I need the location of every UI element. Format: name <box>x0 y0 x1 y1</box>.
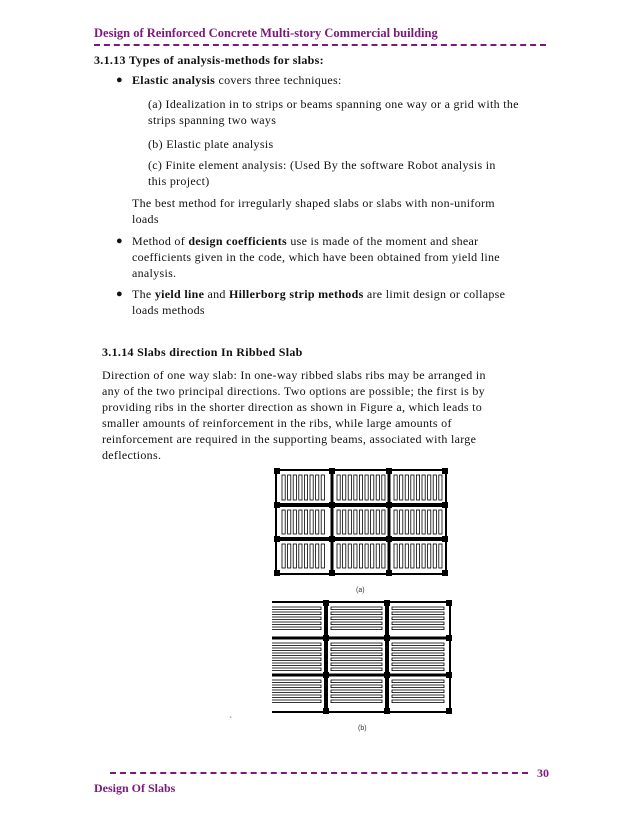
rib <box>428 544 431 568</box>
term-design-coefficients: design coefficients <box>188 234 288 248</box>
rib <box>428 475 431 500</box>
stray-mark: ` <box>229 716 233 727</box>
rib <box>392 663 444 666</box>
rib <box>433 544 436 568</box>
rib <box>331 648 382 651</box>
rib <box>337 510 340 534</box>
rib <box>288 510 291 534</box>
rib <box>392 617 444 620</box>
rib <box>331 643 382 646</box>
rib <box>394 544 397 568</box>
rib <box>392 653 444 656</box>
rib <box>371 544 374 568</box>
footer-title: Design Of Slabs <box>94 781 176 795</box>
technique-b: (b) Elastic plate analysis <box>148 137 274 151</box>
rib <box>304 475 307 500</box>
rib <box>282 475 285 500</box>
bullet-text: and <box>204 287 230 301</box>
rib <box>272 607 321 610</box>
rib <box>354 544 357 568</box>
rib <box>416 510 419 534</box>
rib <box>400 544 403 568</box>
rib <box>400 475 403 500</box>
rib <box>331 685 382 688</box>
term-hillerborg-strip: Hillerborg strip methods <box>229 287 364 301</box>
rib <box>331 617 382 620</box>
rib <box>348 510 351 534</box>
footer-divider <box>110 772 528 777</box>
rib <box>354 475 357 500</box>
ribbed-slab-figure <box>272 468 452 738</box>
technique-a-line2: strips spanning two ways <box>148 113 277 127</box>
figure-b-ribbed-slab-plan <box>272 600 452 732</box>
rib <box>348 475 351 500</box>
rib <box>365 475 368 500</box>
rib <box>331 663 382 666</box>
rib <box>365 510 368 534</box>
rib <box>272 685 321 688</box>
paragraph-line: any of the two principal directions. Two options are possible; the first is by <box>102 384 485 398</box>
rib <box>331 680 382 683</box>
rib <box>392 668 444 671</box>
bullet-elastic-analysis <box>132 72 342 89</box>
rib <box>392 658 444 661</box>
rib <box>392 695 444 698</box>
rib <box>310 544 313 568</box>
rib <box>392 648 444 651</box>
rib <box>272 653 321 656</box>
rib <box>405 510 408 534</box>
bullet-text: Method of <box>132 234 189 248</box>
rib <box>337 544 340 568</box>
bullet-icon: ● <box>116 74 123 86</box>
rib <box>411 544 414 568</box>
rib <box>272 700 321 703</box>
section-heading-3114: 3.1.14 Slabs direction In Ribbed Slab <box>102 345 303 359</box>
rib <box>272 695 321 698</box>
rib <box>331 695 382 698</box>
rib <box>439 475 442 500</box>
rib <box>382 510 385 534</box>
bullet-text: use is made of the moment and shear <box>287 234 479 248</box>
figure-a-label: (a) <box>356 587 365 594</box>
rib <box>272 617 321 620</box>
rib <box>428 510 431 534</box>
paragraph-line: smaller amounts of reinforcement in the ribs, while large amounts of <box>102 416 452 430</box>
rib <box>272 648 321 651</box>
bullet-yield-line-line1 <box>132 286 505 303</box>
rib <box>359 475 362 500</box>
rib <box>359 544 362 568</box>
rib <box>331 700 382 703</box>
rib <box>376 544 379 568</box>
bullet-text: covers three techniques: <box>215 73 342 87</box>
rib <box>299 510 302 534</box>
rib <box>272 690 321 693</box>
paragraph-line: Direction of one way slab: In one-way ribbed slabs ribs may be arranged in <box>102 368 486 382</box>
figure-b-label: (b) <box>358 725 367 732</box>
rib <box>331 607 382 610</box>
rib <box>293 544 296 568</box>
rib <box>394 510 397 534</box>
rib <box>272 627 321 630</box>
rib <box>411 510 414 534</box>
technique-c-line1: (c) Finite element analysis: (Used By the software Robot analysis in <box>148 158 496 172</box>
rib <box>394 475 397 500</box>
figure-a-ribbed-slab-plan <box>274 468 448 594</box>
rib <box>400 510 403 534</box>
rib <box>288 544 291 568</box>
rib <box>392 680 444 683</box>
rib <box>337 475 340 500</box>
rib <box>392 685 444 688</box>
rib <box>416 544 419 568</box>
rib <box>422 510 425 534</box>
bullet-design-coefficients-line1 <box>132 233 478 250</box>
rib <box>293 510 296 534</box>
bullet-icon: ● <box>116 235 123 247</box>
technique-a-line1: (a) Idealization in to strips or beams spanning one way or a grid with the <box>148 97 519 111</box>
rib <box>392 607 444 610</box>
rib <box>331 668 382 671</box>
rib <box>272 680 321 683</box>
rib <box>376 510 379 534</box>
technique-c-line2: this project) <box>148 174 210 188</box>
rib <box>331 622 382 625</box>
paragraph-line: deflections. <box>102 448 162 462</box>
rib <box>392 690 444 693</box>
rib <box>272 612 321 615</box>
section-heading-3113: 3.1.13 Types of analysis-methods for slabs: <box>94 53 324 67</box>
rib <box>299 544 302 568</box>
bullet-yield-line-line2: loads methods <box>132 303 205 317</box>
rib <box>282 510 285 534</box>
rib <box>382 544 385 568</box>
rib <box>331 612 382 615</box>
rib <box>321 510 324 534</box>
rib <box>422 544 425 568</box>
bullet-text: The <box>132 287 155 301</box>
rib <box>299 475 302 500</box>
bullet-design-coefficients-line3: analysis. <box>132 266 177 280</box>
rib <box>411 475 414 500</box>
best-method-line1: The best method for irregularly shaped slabs or slabs with non-uniform <box>132 196 495 210</box>
rib <box>439 510 442 534</box>
rib <box>331 690 382 693</box>
rib <box>272 663 321 666</box>
rib <box>348 544 351 568</box>
rib <box>282 544 285 568</box>
rib <box>392 627 444 630</box>
rib <box>331 653 382 656</box>
rib <box>310 475 313 500</box>
rib <box>310 510 313 534</box>
rib <box>316 510 319 534</box>
term-yield-line: yield line <box>154 287 205 301</box>
rib <box>371 475 374 500</box>
bullet-design-coefficients-line2: coefficients given in the code, which have been obtained from yield line <box>132 250 500 264</box>
rib <box>359 510 362 534</box>
term-elastic-analysis: Elastic analysis <box>132 73 216 87</box>
rib <box>433 475 436 500</box>
best-method-line2: loads <box>132 212 159 226</box>
rib <box>365 544 368 568</box>
bullet-icon: ● <box>116 288 123 300</box>
rib <box>392 700 444 703</box>
rib <box>321 475 324 500</box>
paragraph-line: reinforcement are required in the supporting beams, associated with large <box>102 432 477 446</box>
rib <box>392 612 444 615</box>
rib <box>376 475 379 500</box>
rib <box>343 475 346 500</box>
rib <box>392 643 444 646</box>
rib <box>304 544 307 568</box>
rib <box>304 510 307 534</box>
rib <box>405 475 408 500</box>
rib <box>354 510 357 534</box>
rib <box>288 475 291 500</box>
rib <box>331 627 382 630</box>
rib <box>422 475 425 500</box>
rib <box>331 658 382 661</box>
rib <box>392 622 444 625</box>
rib <box>405 544 408 568</box>
paragraph-line: providing ribs in the shorter direction as shown in Figure a, which leads to <box>102 400 483 414</box>
rib <box>272 643 321 646</box>
rib <box>272 622 321 625</box>
rib <box>321 544 324 568</box>
header-divider <box>94 44 546 49</box>
rib <box>343 544 346 568</box>
document-header-title: Design of Reinforced Concrete Multi-story Commercial building <box>94 26 438 40</box>
rib <box>272 668 321 671</box>
rib <box>343 510 346 534</box>
rib <box>272 658 321 661</box>
rib <box>371 510 374 534</box>
rib <box>293 475 296 500</box>
rib <box>316 475 319 500</box>
rib <box>439 544 442 568</box>
rib <box>416 475 419 500</box>
page-number: 30 <box>537 766 549 780</box>
rib <box>382 475 385 500</box>
rib <box>433 510 436 534</box>
rib <box>316 544 319 568</box>
bullet-text: are limit design or collapse <box>363 287 506 301</box>
